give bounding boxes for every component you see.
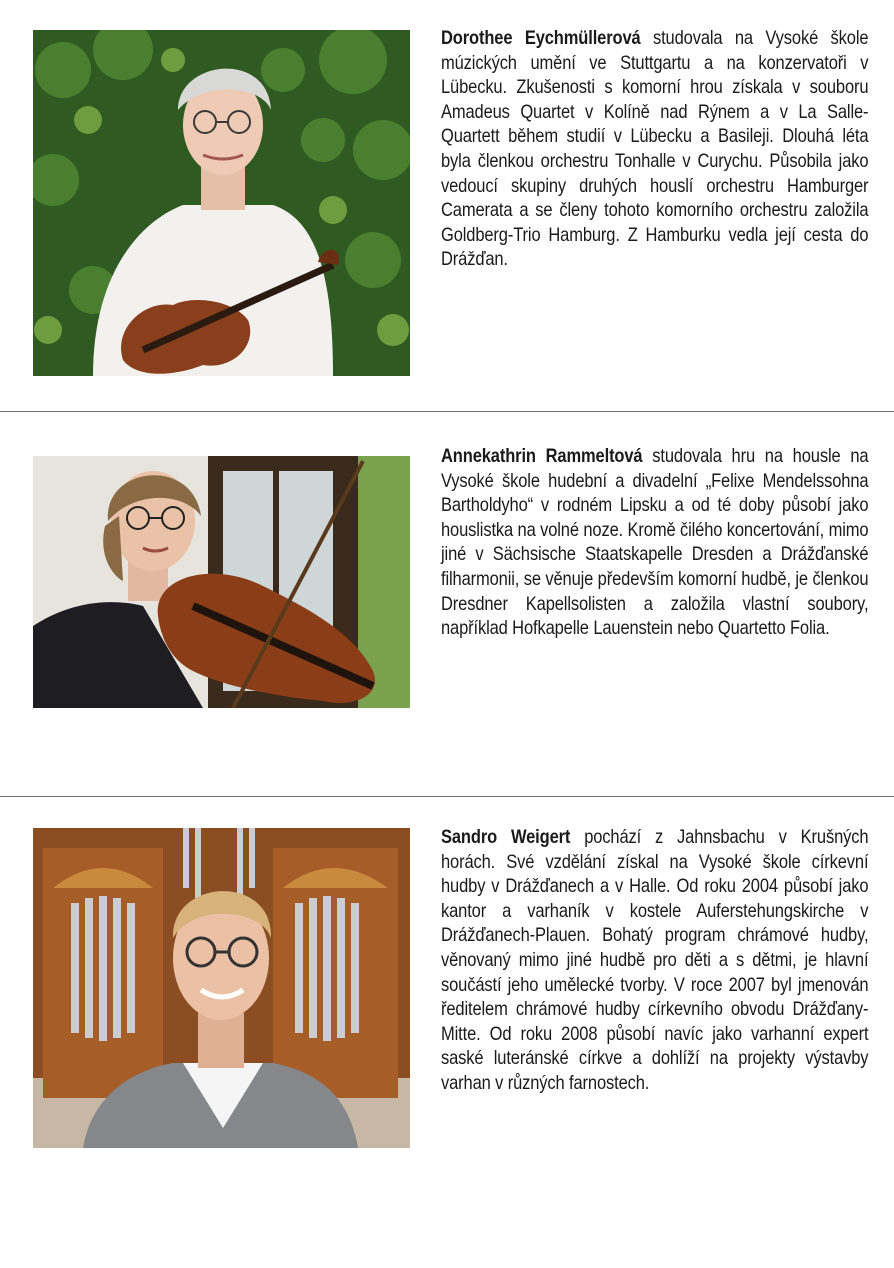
musician-name: Sandro Weigert bbox=[441, 827, 571, 848]
musician-name: Annekathrin Rammeltová bbox=[441, 446, 643, 467]
section-divider bbox=[0, 796, 894, 797]
musician-bio bbox=[441, 27, 868, 273]
bio-text: studovala na Vysoké škole múzických umění ve Stuttgartu a na konzervatoři v Lübecku. Zkušenosti s komorní hrou získala v souboru Amadeus Quartet v Kolíně nad Rýnem a v La Salle-Quartett během studií v Lübecku a Basileji. Dlouhá léta byla členkou orchestru Tonhalle v Curychu. Působila jako vedoucí skupiny druhých houslí orchestru Hamburger Camerata a se členy tohoto komorního orchestru založila Goldberg-Trio Hamburg. Z Hamburku vedla její cesta do Drážďan. bbox=[441, 28, 869, 271]
section-divider bbox=[0, 411, 894, 412]
portrait-photo-violinist-2 bbox=[33, 456, 410, 708]
portrait-photo-organist bbox=[33, 828, 410, 1148]
musician-name: Dorothee Eychmüllerová bbox=[441, 28, 641, 49]
musician-bio bbox=[441, 826, 868, 1097]
musician-bio bbox=[441, 445, 868, 642]
bio-text: studovala hru na housle na Vysoké škole hudební a divadelní „Felixe Mendelssohna Bartholdyho“ v rodném Lipsku a od té doby působí jako houslistka na volné noze. Kromě čilého koncertování, mimo jiné v Sächsische Staatskapelle Dresden a Drážďanské filharmonii, se věnuje především komorní hudbě, je členkou Dresdner Kapellsolisten a založila vlastní soubory, například Hofkapelle Lauenstein nebo Quartetto Folia. bbox=[441, 446, 869, 640]
bio-text: pochází z Jahnsbachu v Krušných horách. Své vzdělání získal na Vysoké škole církevní hudby v Drážďanech a v Halle. Od roku 2004 působí jako kantor a varhaník v kostele Auferstehungskirche v Drážďanech-Plauen. Bohatý program chrámové hudby, věnovaný mimo jiné hudbě pro děti a s dětmi, je hlavní součástí jeho umělecké tvorby. V roce 2007 byl jmenován ředitelem chrámové hudby církevního obvodu Drážďany-Mitte. Od roku 2008 působí navíc jako varhanní expert saské luteránské církve a dohlíží na projekty výstavby varhan v různých farnostech. bbox=[441, 827, 869, 1094]
portrait-photo-violinist-1 bbox=[33, 30, 410, 376]
